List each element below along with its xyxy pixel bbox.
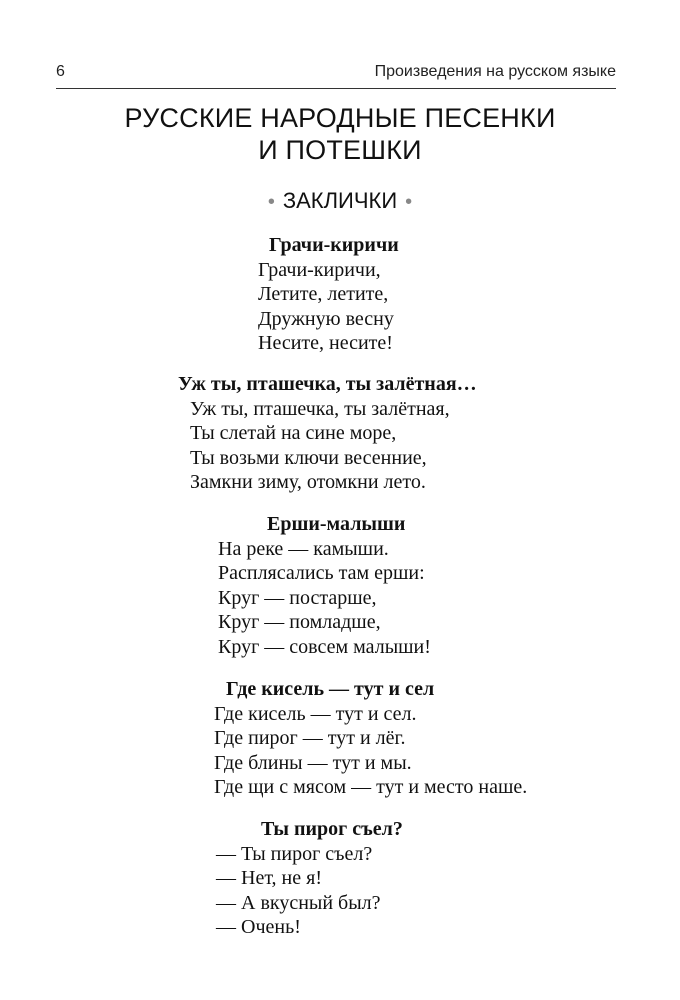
poem-line: — А вкусный был?: [216, 891, 381, 914]
poem-title: Ты пирог съел?: [261, 818, 403, 840]
poem-line: Где кисель — тут и сел.: [214, 702, 417, 725]
poem-line: Дружную весну: [258, 307, 394, 330]
poem-title: Где кисель — тут и сел: [226, 678, 435, 700]
chapter-title: [0, 102, 680, 166]
poem-title: Ерши-малыши: [267, 513, 406, 535]
chapter-title-line-1: РУССКИЕ НАРОДНЫЕ ПЕСЕНКИ: [124, 103, 556, 133]
poem-line: Несите, несите!: [258, 332, 393, 354]
poem-line: Замкни зиму, отомкни лето.: [190, 471, 426, 493]
poem-title: Уж ты, пташечка, ты залётная…: [178, 373, 477, 395]
bullet-left: •: [267, 191, 275, 213]
poem-line: На реке — камыши.: [218, 537, 389, 560]
poem-line: Где блины — тут и мы.: [214, 751, 412, 774]
poem-line: Где пирог — тут и лёг.: [214, 727, 406, 749]
poem-line: Расплясались там ерши:: [218, 562, 425, 584]
poem-line: Уж ты, пташечка, ты залётная,: [190, 397, 450, 420]
chapter-title-line-2: И ПОТЕШКИ: [258, 135, 422, 165]
poem-ptashechka: [178, 372, 477, 495]
running-title: Произведения на русском языке: [374, 63, 616, 80]
poem-line: — Очень!: [216, 916, 301, 938]
poem-line: Круг — помладше,: [218, 611, 381, 633]
section-title: [0, 188, 680, 214]
page-header: [56, 58, 616, 89]
poem-line: — Ты пирог съел?: [216, 842, 373, 865]
poem-title: Грачи-киричи: [269, 234, 399, 256]
poem-line: Круг — постарше,: [218, 586, 377, 609]
poem-pirog: [216, 817, 403, 940]
poem-line: Летите, летите,: [258, 283, 389, 305]
poem-grachi: [258, 233, 399, 356]
poem-line: — Нет, не я!: [216, 867, 322, 889]
poem-line: Ты возьми ключи весенние,: [190, 446, 427, 469]
section-title-text: ЗАКЛИЧКИ: [282, 188, 398, 213]
poem-kisel: [214, 677, 527, 800]
poem-line: Грачи-киричи,: [258, 258, 381, 281]
poem-line: Ты слетай на сине море,: [190, 422, 397, 444]
poem-line: Где щи с мясом — тут и место наше.: [214, 776, 528, 798]
poem-line: Круг — совсем малыши!: [218, 635, 431, 658]
bullet-right: •: [405, 191, 413, 213]
poem-yershi: [218, 512, 431, 659]
page-number: 6: [56, 63, 65, 80]
